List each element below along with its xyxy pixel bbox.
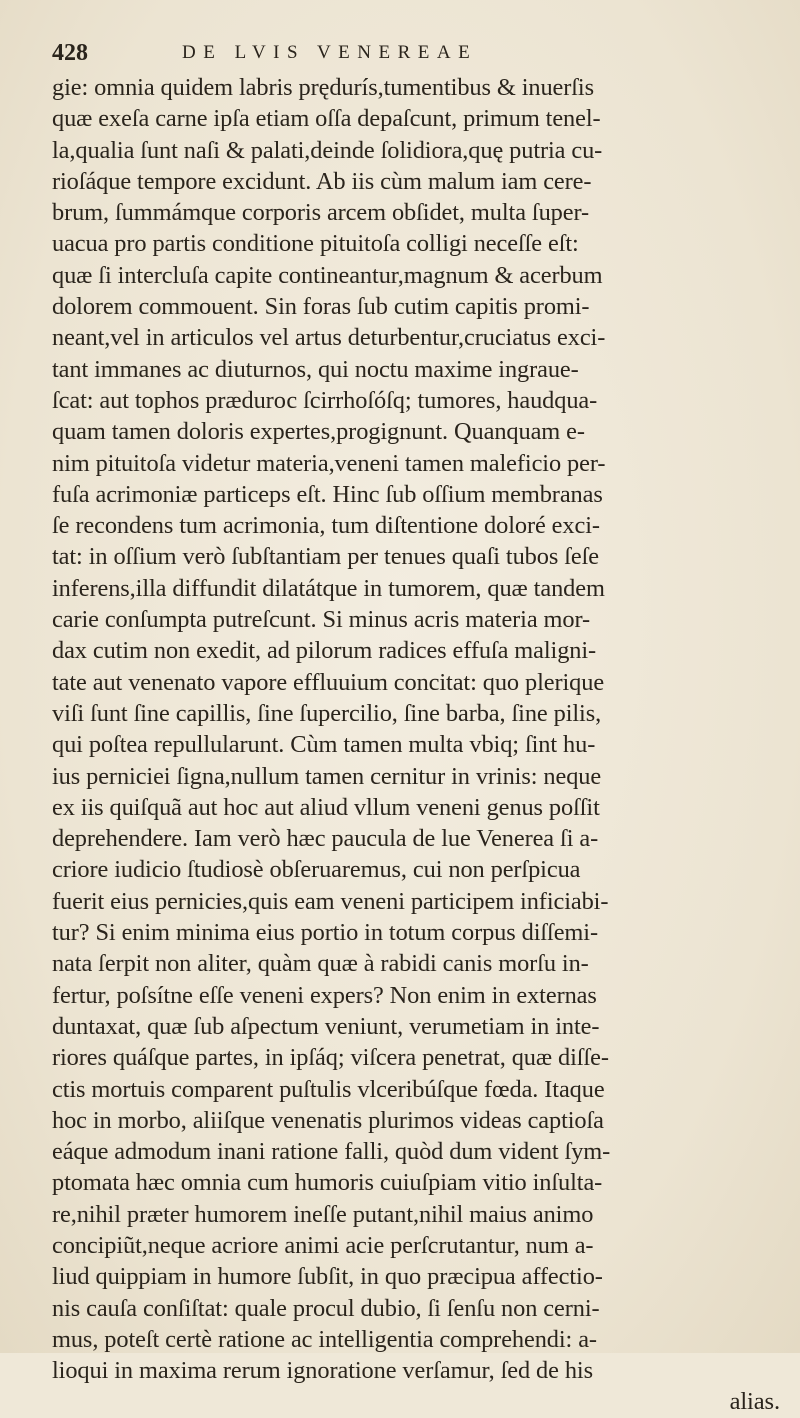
text-line: nata ſerpit non aliter, quàm quæ à rabidi canis morſu in-: [52, 950, 589, 978]
page-header: [52, 40, 752, 70]
text-line: liud quippiam in humore ſubſit, in quo præcipua affectio-: [52, 1263, 603, 1291]
text-line: nim pituitoſa videtur materia,veneni tamen maleficio per-: [52, 449, 606, 477]
text-line: fertur, poſsítne eſſe veneni expers? Non enim in externas: [52, 981, 597, 1009]
text-line: la,qualia ſunt naſi & palati,deinde ſolidiora,quę putria cu-: [52, 136, 603, 164]
text-line: ex iis quiſquã aut hoc aut aliud vllum veneni genus poſſit: [52, 793, 600, 821]
text-line: ius perniciei ſigna,nullum tamen cernitur in vrinis: neque: [52, 762, 602, 790]
text-line: deprehendere. Iam verò hæc paucula de lue Venerea ſi a-: [52, 825, 599, 853]
text-line: dax cutim non exedit, ad pilorum radices effuſa maligni-: [52, 637, 597, 665]
text-line: tant immanes ac diuturnos, qui noctu maxime ingraue-: [52, 355, 579, 383]
text-line: carie conſumpta putreſcunt. Si minus acris materia mor-: [52, 606, 591, 634]
text-line: duntaxat, quæ ſub aſpectum veniunt, verumetiam in inte-: [52, 1012, 600, 1040]
text-line: quam tamen doloris expertes,progignunt. Quanquam e-: [52, 418, 585, 446]
text-line: tat: in oſſium verò ſubſtantiam per tenues quaſi tubos ſeſe: [52, 543, 599, 571]
text-line: tur? Si enim minima eius portio in totum corpus diſſemi-: [52, 919, 598, 947]
text-line: ſe recondens tum acrimonia, tum diſtentione doloré exci-: [52, 512, 600, 540]
text-line: lioqui in maxima rerum ignoratione verſamur, ſed de his: [52, 1357, 593, 1385]
text-line: brum, ſummámque corporis arcem obſidet, multa ſuper-: [52, 199, 589, 227]
text-line: eáque admodum inani ratione falli, quòd dum vident ſym-: [52, 1138, 611, 1166]
text-line: fuerit eius pernicies,quis eam veneni participem inficiabi-: [52, 887, 609, 915]
text-line: nis cauſa conſiſtat: quale procul dubio, ſi ſenſu non cerni-: [52, 1294, 600, 1322]
text-line: neant,vel in articulos vel artus deturbentur,cruciatus exci-: [52, 324, 606, 352]
text-line: uacua pro partis conditione pituitoſa colligi neceſſe eſt:: [52, 230, 579, 258]
text-line: hoc in morbo, aliiſque venenatis plurimos videas captioſa: [52, 1106, 604, 1134]
text-line: criore iudicio ſtudiosè obſeruaremus, cui non perſpicua: [52, 856, 581, 884]
text-line: riores quáſque partes, in ipſáq; viſcera penetrat, quæ diſſe-: [52, 1044, 609, 1072]
text-line: rioſáque tempore excidunt. Ab iis cùm malum iam cere-: [52, 167, 592, 195]
body-text: [52, 72, 782, 1418]
text-line: mus, poteſt certè ratione ac intelligentia comprehendi: a-: [52, 1325, 597, 1353]
text-line: re,nihil præter humorem ineſſe putant,nihil maius animo: [52, 1200, 594, 1228]
text-line: qui poſtea repullularunt. Cùm tamen multa vbiq; ſint hu-: [52, 731, 596, 759]
text-line: inferens,illa diffundit dilatátque in tumorem, quæ tandem: [52, 574, 605, 602]
text-line: tate aut venenato vapore effluuium concitat: quo plerique: [52, 668, 605, 696]
text-line: gie: omnia quidem labris prędurís,tumentibus & inuerſis: [52, 74, 595, 101]
text-line: alias.: [729, 1388, 780, 1416]
text-line: ſcat: aut tophos prædurос ſcirrhoſóſq; tumores, haudqua-: [52, 386, 598, 414]
text-line: concipiũt,neque acriore animi acie perſcrutantur, num a-: [52, 1231, 594, 1259]
text-line: quæ exeſa carne ipſa etiam oſſa depaſcunt, primum tenel-: [52, 105, 601, 133]
page-number: 428: [52, 40, 88, 66]
text-line: ptomata hæc omnia cum humoris cuiuſpiam vitio inſulta-: [52, 1169, 603, 1197]
text-line: dolorem commouent. Sin foras ſub cutim capitis promi-: [52, 293, 590, 321]
text-line: viſi ſunt ſine capillis, ſine ſupercilio, ſine barba, ſine pilis,: [52, 699, 602, 727]
running-head: DE LVIS VENEREAE: [182, 42, 478, 63]
text-line: quæ ſi intercluſa capite contineantur,magnum & acerbum: [52, 261, 603, 289]
text-line: ctis mortuis comparent puſtulis vlceribúſque fœda. Itaque: [52, 1075, 605, 1103]
text-line: fuſa acrimoniæ particeps eſt. Hinc ſub oſſium membranas: [52, 480, 603, 508]
